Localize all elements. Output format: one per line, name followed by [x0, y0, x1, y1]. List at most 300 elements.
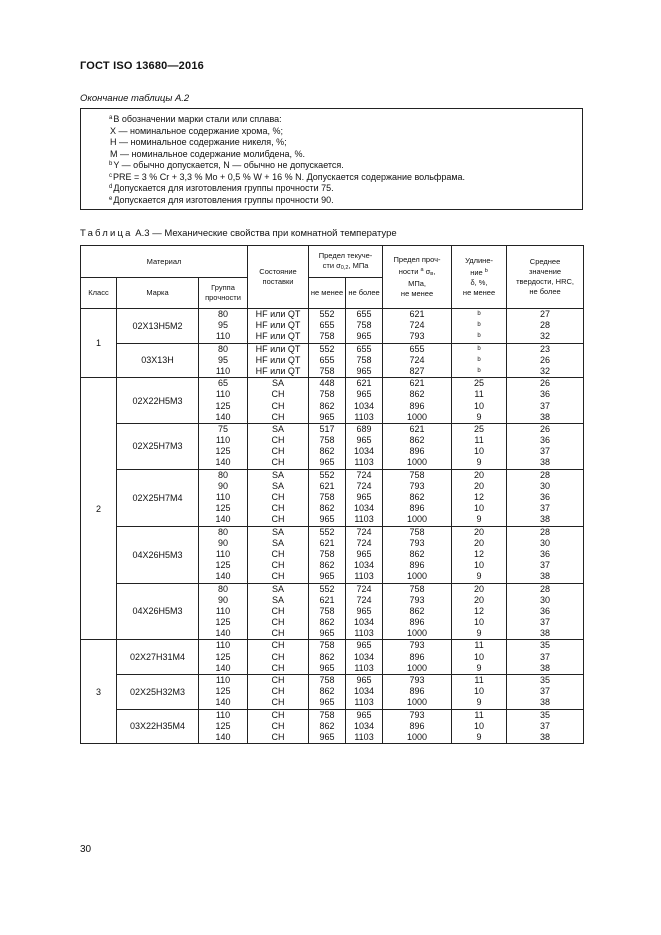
condition-cell	[248, 343, 309, 378]
cell-value: 125	[215, 503, 231, 514]
grade-cell: 02X25H32M3	[117, 675, 199, 710]
cell-value: 11	[474, 435, 484, 446]
cell-value: 12	[474, 548, 485, 559]
cell-value: 10	[474, 503, 485, 514]
cell-value: 1000	[407, 411, 428, 422]
footnote-text: Y — обычно допускается, N — обычно не допускается.	[113, 160, 344, 170]
cell-value: 1103	[354, 411, 374, 422]
footnotes-box	[80, 108, 583, 210]
cell-value: 28	[540, 469, 551, 480]
cell-value: 9	[476, 571, 482, 582]
cell-value: b	[477, 367, 481, 374]
cell-value: 110	[215, 331, 231, 342]
header-condition: Состояние поставки	[248, 246, 309, 309]
cell-value: 9	[476, 662, 482, 673]
cell-value: SA	[272, 526, 285, 537]
cell-value: 758	[319, 548, 335, 559]
cell-value: 1000	[407, 628, 428, 639]
cell-value: 758	[319, 605, 335, 616]
cell-value: 90	[218, 537, 229, 548]
grade-cell: 02X25H7M3	[117, 423, 199, 469]
cell-value: 35	[540, 709, 551, 720]
cell-value: 125	[215, 686, 231, 697]
cell-value: 1103	[354, 697, 374, 708]
class-cell: 1	[81, 309, 117, 378]
strength-group-cell	[199, 675, 248, 710]
cell-value: b	[477, 311, 481, 317]
header-grade: Марка	[117, 278, 199, 309]
yield-max-cell	[346, 378, 383, 424]
cell-value: 20	[474, 480, 485, 491]
cell-value: 20	[474, 583, 485, 594]
cell-value: 20	[474, 537, 485, 548]
cell-value: 28	[540, 583, 551, 594]
cell-value: 758	[356, 354, 372, 365]
cell-value: 38	[540, 697, 551, 708]
cell-value: 655	[319, 320, 335, 331]
cell-value: 38	[540, 457, 551, 468]
grade-cell: 02X27H31M4	[117, 640, 199, 675]
table-row	[81, 640, 584, 675]
cell-value: 552	[319, 583, 335, 594]
cell-value: 896	[409, 617, 425, 628]
cell-value: 11	[474, 675, 484, 685]
mechanical-properties-table	[80, 245, 584, 744]
cell-value: 965	[356, 605, 372, 616]
hardness-cell	[507, 469, 584, 526]
cell-value: 965	[319, 571, 335, 582]
cell-value: 758	[319, 331, 335, 342]
footnote-text: В обозначении марки стали или сплава:	[113, 114, 282, 124]
cell-value: 30	[540, 537, 551, 548]
cell-value: 862	[319, 617, 335, 628]
grade-cell: 02X25H7M4	[117, 469, 199, 526]
cell-value: 10	[474, 617, 485, 628]
cell-value: CH	[271, 548, 285, 559]
cell-value: 965	[319, 457, 335, 468]
cell-value: 9	[476, 697, 482, 708]
cell-value: 1000	[407, 697, 428, 708]
cell-value: 552	[319, 526, 335, 537]
cell-value: 896	[409, 560, 425, 571]
cell-value: 80	[218, 583, 229, 594]
cell-value: 758	[319, 640, 335, 651]
cell-value: CH	[271, 435, 285, 446]
cell-value: HF или QT	[255, 354, 301, 365]
condition-cell	[248, 709, 309, 744]
cell-value: 90	[218, 594, 229, 605]
hardness-cell	[507, 309, 584, 344]
cell-value: 793	[409, 675, 425, 685]
cell-value: 793	[409, 709, 425, 720]
yield-min-cell	[309, 709, 346, 744]
cell-value: 965	[319, 514, 335, 525]
cell-value: 448	[319, 378, 335, 389]
cell-value: SA	[272, 594, 285, 605]
hardness-cell	[507, 378, 584, 424]
header-hardness: Среднее значение твердости, HRC, не более	[507, 246, 584, 309]
cell-value: 896	[409, 686, 425, 697]
condition-cell	[248, 378, 309, 424]
cell-value: 862	[319, 446, 335, 457]
cell-value: 26	[540, 423, 551, 434]
header-tensile-strength	[383, 246, 452, 309]
elongation-cell	[452, 378, 507, 424]
cell-value: 75	[218, 423, 229, 434]
cell-value: 1103	[354, 457, 374, 468]
cell-value: 965	[356, 331, 372, 342]
elongation-cell	[452, 675, 507, 710]
footnote	[109, 125, 283, 137]
cell-value: 38	[540, 411, 551, 422]
cell-value: 28	[540, 320, 551, 331]
cell-value: 9	[476, 457, 482, 468]
grade-cell: 03X13H	[117, 343, 199, 378]
elongation-cell	[452, 583, 507, 640]
yield-min-cell	[309, 309, 346, 344]
cell-value: 110	[215, 435, 231, 446]
cell-value: 38	[540, 571, 551, 582]
hardness-cell	[507, 675, 584, 710]
cell-value: 36	[540, 435, 551, 446]
yield-max-cell	[346, 709, 383, 744]
cell-value: 965	[319, 731, 335, 742]
cell-value: 9	[476, 731, 482, 742]
cell-value: 26	[540, 354, 551, 365]
cell-value: CH	[271, 503, 285, 514]
table-title-text: А.3 — Механические свойства при комнатной температуре	[135, 228, 397, 239]
cell-value: 724	[409, 320, 425, 331]
elongation-cell	[452, 469, 507, 526]
cell-value: 11	[474, 709, 484, 720]
strength-group-cell	[199, 469, 248, 526]
cell-value: 862	[319, 503, 335, 514]
cell-value: 862	[319, 400, 335, 411]
tensile-min-cell	[383, 675, 452, 710]
yield-min-cell	[309, 469, 346, 526]
elongation-cell	[452, 709, 507, 744]
cell-value: 965	[356, 640, 372, 651]
elongation-cell	[452, 309, 507, 344]
footnote-mark: a	[109, 115, 113, 121]
cell-value: 38	[540, 731, 551, 742]
cell-value: 1000	[407, 457, 428, 468]
yield-max-cell	[346, 640, 383, 675]
footnote	[109, 136, 287, 148]
cell-value: 12	[474, 605, 485, 616]
cell-value: 724	[356, 594, 372, 605]
cell-value: 140	[215, 697, 231, 708]
header-yield-part: сти σ	[322, 260, 341, 270]
cell-value: 655	[356, 343, 372, 354]
header-yield-sub: 0,2	[340, 264, 349, 271]
cell-value: 110	[215, 389, 231, 400]
yield-min-cell	[309, 526, 346, 583]
cell-value: CH	[271, 720, 285, 731]
header-class: Класс	[81, 278, 117, 309]
cell-value: 1000	[407, 571, 428, 582]
header-group: Группа прочности	[199, 278, 248, 309]
cell-value: 552	[319, 469, 335, 480]
header-elongation-line: Удлине-	[465, 256, 493, 265]
cell-value: 37	[540, 686, 551, 697]
cell-value: 862	[409, 435, 425, 446]
cell-value: CH	[271, 651, 285, 662]
cell-value: b	[477, 322, 481, 329]
cell-value: 793	[409, 331, 425, 342]
cell-value: 724	[356, 469, 372, 480]
yield-max-cell	[346, 343, 383, 378]
cell-value: 862	[319, 560, 335, 571]
cell-value: 125	[215, 651, 231, 662]
table-row	[81, 526, 584, 583]
condition-cell	[248, 640, 309, 675]
cell-value: CH	[271, 686, 285, 697]
tensile-min-cell	[383, 378, 452, 424]
cell-value: 110	[215, 365, 231, 376]
header-material: Материал	[81, 246, 248, 278]
cell-value: CH	[271, 628, 285, 639]
cell-value: 896	[409, 720, 425, 731]
strength-group-cell	[199, 526, 248, 583]
cell-value: CH	[271, 571, 285, 582]
yield-min-cell	[309, 423, 346, 469]
grade-cell: 02X22H5M3	[117, 378, 199, 424]
cell-value: 1103	[354, 571, 374, 582]
cell-value: 827	[409, 365, 425, 376]
cell-value: 517	[319, 423, 335, 434]
header-tensile-part: ,	[433, 267, 436, 276]
cell-value: 10	[474, 686, 485, 697]
header-yield-part: , МПа	[348, 260, 369, 270]
cell-value: 1034	[354, 400, 375, 411]
footnote	[109, 171, 465, 183]
cell-value: 110	[215, 492, 231, 502]
cell-value: 965	[356, 548, 372, 559]
cell-value: 724	[356, 537, 372, 548]
cell-value: 10	[474, 560, 485, 571]
cell-value: 552	[319, 343, 335, 354]
cell-value: SA	[272, 423, 285, 434]
cell-value: 10	[474, 400, 485, 411]
cell-value: 758	[409, 583, 425, 594]
cell-value: 724	[356, 583, 372, 594]
cell-value: 80	[218, 526, 229, 537]
cell-value: 1034	[354, 560, 375, 571]
cell-value: 36	[540, 492, 551, 502]
cell-value: 30	[540, 594, 551, 605]
cell-value: 758	[356, 320, 372, 331]
cell-value: 11	[474, 640, 484, 651]
header-tensile-line: не менее	[400, 289, 434, 298]
cell-value: 35	[540, 675, 551, 685]
cell-value: 23	[540, 343, 551, 354]
cell-value: CH	[271, 605, 285, 616]
cell-value: 655	[409, 343, 425, 354]
grade-cell: 04X26H5M3	[117, 526, 199, 583]
cell-value: 20	[474, 594, 485, 605]
footnote-mark: b	[109, 161, 113, 167]
cell-value: 37	[540, 617, 551, 628]
class-cell: 2	[81, 378, 117, 640]
cell-value: 896	[409, 651, 425, 662]
cell-value: CH	[271, 446, 285, 457]
strength-group-cell	[199, 378, 248, 424]
cell-value: 10	[474, 446, 485, 457]
header-min: не менее	[309, 278, 346, 309]
cell-value: 621	[319, 480, 335, 491]
cell-value: CH	[271, 731, 285, 742]
cell-value: CH	[271, 617, 285, 628]
cell-value: 621	[356, 378, 372, 389]
cell-value: 37	[540, 400, 551, 411]
yield-max-cell	[346, 309, 383, 344]
cell-value: 32	[540, 365, 551, 376]
cell-value: 1034	[354, 651, 375, 662]
cell-value: SA	[272, 469, 285, 480]
tensile-min-cell	[383, 526, 452, 583]
cell-value: 1000	[407, 514, 428, 525]
cell-value: CH	[271, 640, 285, 651]
cell-value: 140	[215, 662, 231, 673]
cell-value: 125	[215, 446, 231, 457]
cell-value: HF или QT	[255, 309, 301, 319]
yield-min-cell	[309, 378, 346, 424]
cell-value: 65	[218, 378, 229, 389]
hardness-cell	[507, 526, 584, 583]
cell-value: HF или QT	[255, 331, 301, 342]
cell-value: 80	[218, 343, 229, 354]
cell-value: CH	[271, 457, 285, 468]
cell-value: 758	[409, 469, 425, 480]
cell-value: 965	[319, 662, 335, 673]
cell-value: 621	[409, 378, 425, 389]
table-row	[81, 469, 584, 526]
cell-value: 1000	[407, 662, 428, 673]
cell-value: 30	[540, 480, 551, 491]
cell-value: 965	[356, 389, 372, 400]
condition-cell	[248, 583, 309, 640]
cell-value: CH	[271, 662, 285, 673]
class-cell: 3	[81, 640, 117, 744]
cell-value: 1000	[407, 731, 428, 742]
cell-value: 965	[319, 628, 335, 639]
cell-value: 1103	[354, 628, 374, 639]
cell-value: 689	[356, 423, 372, 434]
header-tensile-line: МПа,	[408, 279, 426, 288]
cell-value: 25	[474, 423, 485, 434]
grade-cell: 02X13H5M2	[117, 309, 199, 344]
cell-value: CH	[271, 492, 285, 502]
cell-value: b	[477, 333, 481, 340]
footnote-text: Допускается для изготовления группы прочности 90.	[113, 194, 334, 205]
header-elongation-part: ние	[470, 268, 483, 277]
cell-value: 27	[540, 309, 551, 319]
cell-value: 1034	[354, 446, 375, 457]
cell-value: 793	[409, 594, 425, 605]
cell-value: 965	[356, 675, 372, 685]
header-elongation-line: не менее	[462, 288, 496, 297]
footnote	[109, 194, 334, 206]
strength-group-cell	[199, 423, 248, 469]
table-continuation-caption: Окончание таблицы А.2	[80, 93, 190, 104]
header-tensile-part: σ	[423, 267, 431, 276]
cell-value: 862	[409, 389, 425, 400]
cell-value: 862	[319, 720, 335, 731]
cell-value: 37	[540, 651, 551, 662]
cell-value: 95	[218, 354, 229, 365]
cell-value: 552	[319, 309, 335, 319]
hardness-cell	[507, 709, 584, 744]
cell-value: 1103	[354, 514, 374, 525]
header-elongation-line	[452, 266, 506, 278]
elongation-cell	[452, 423, 507, 469]
cell-value: CH	[271, 400, 285, 411]
tensile-min-cell	[383, 343, 452, 378]
cell-value: SA	[272, 378, 285, 389]
cell-value: 110	[215, 605, 231, 616]
cell-value: CH	[271, 697, 285, 708]
cell-value: 621	[319, 594, 335, 605]
cell-value: 758	[319, 389, 335, 400]
tensile-min-cell	[383, 583, 452, 640]
cell-value: 35	[540, 640, 551, 651]
cell-value: 80	[218, 309, 229, 319]
cell-value: 965	[319, 697, 335, 708]
cell-value: SA	[272, 480, 285, 491]
cell-value: 36	[540, 389, 551, 400]
footnote-mark: c	[109, 172, 112, 179]
cell-value: 125	[215, 617, 231, 628]
cell-value: 10	[474, 651, 485, 662]
cell-value: 37	[540, 503, 551, 514]
cell-value: 965	[356, 365, 372, 376]
cell-value: 37	[540, 446, 551, 457]
footnote	[109, 113, 282, 125]
header-elongation-sup: b	[484, 268, 488, 274]
cell-value: 724	[356, 480, 372, 491]
cell-value: 896	[409, 446, 425, 457]
cell-value: 965	[356, 709, 372, 720]
cell-value: 38	[540, 662, 551, 673]
footnote	[109, 148, 305, 160]
condition-cell	[248, 469, 309, 526]
cell-value: 28	[540, 526, 551, 537]
table-title	[80, 228, 397, 239]
footnote	[109, 182, 334, 194]
cell-value: 1034	[354, 720, 375, 731]
cell-value: 25	[474, 378, 485, 389]
footnote-mark: d	[109, 184, 113, 190]
strength-group-cell	[199, 583, 248, 640]
cell-value: CH	[271, 709, 285, 720]
cell-value: 793	[409, 640, 425, 651]
hardness-cell	[507, 343, 584, 378]
cell-value: 793	[409, 537, 425, 548]
yield-min-cell	[309, 583, 346, 640]
cell-value: 140	[215, 731, 231, 742]
strength-group-cell	[199, 709, 248, 744]
cell-value: 37	[540, 720, 551, 731]
cell-value: 140	[215, 571, 231, 582]
cell-value: 724	[409, 354, 425, 365]
cell-value: 621	[409, 423, 425, 434]
cell-value: 862	[409, 492, 425, 502]
cell-value: 110	[215, 709, 231, 720]
cell-value: 9	[476, 514, 482, 525]
grade-cell: 03X22H35M4	[117, 709, 199, 744]
cell-value: 758	[319, 709, 335, 720]
